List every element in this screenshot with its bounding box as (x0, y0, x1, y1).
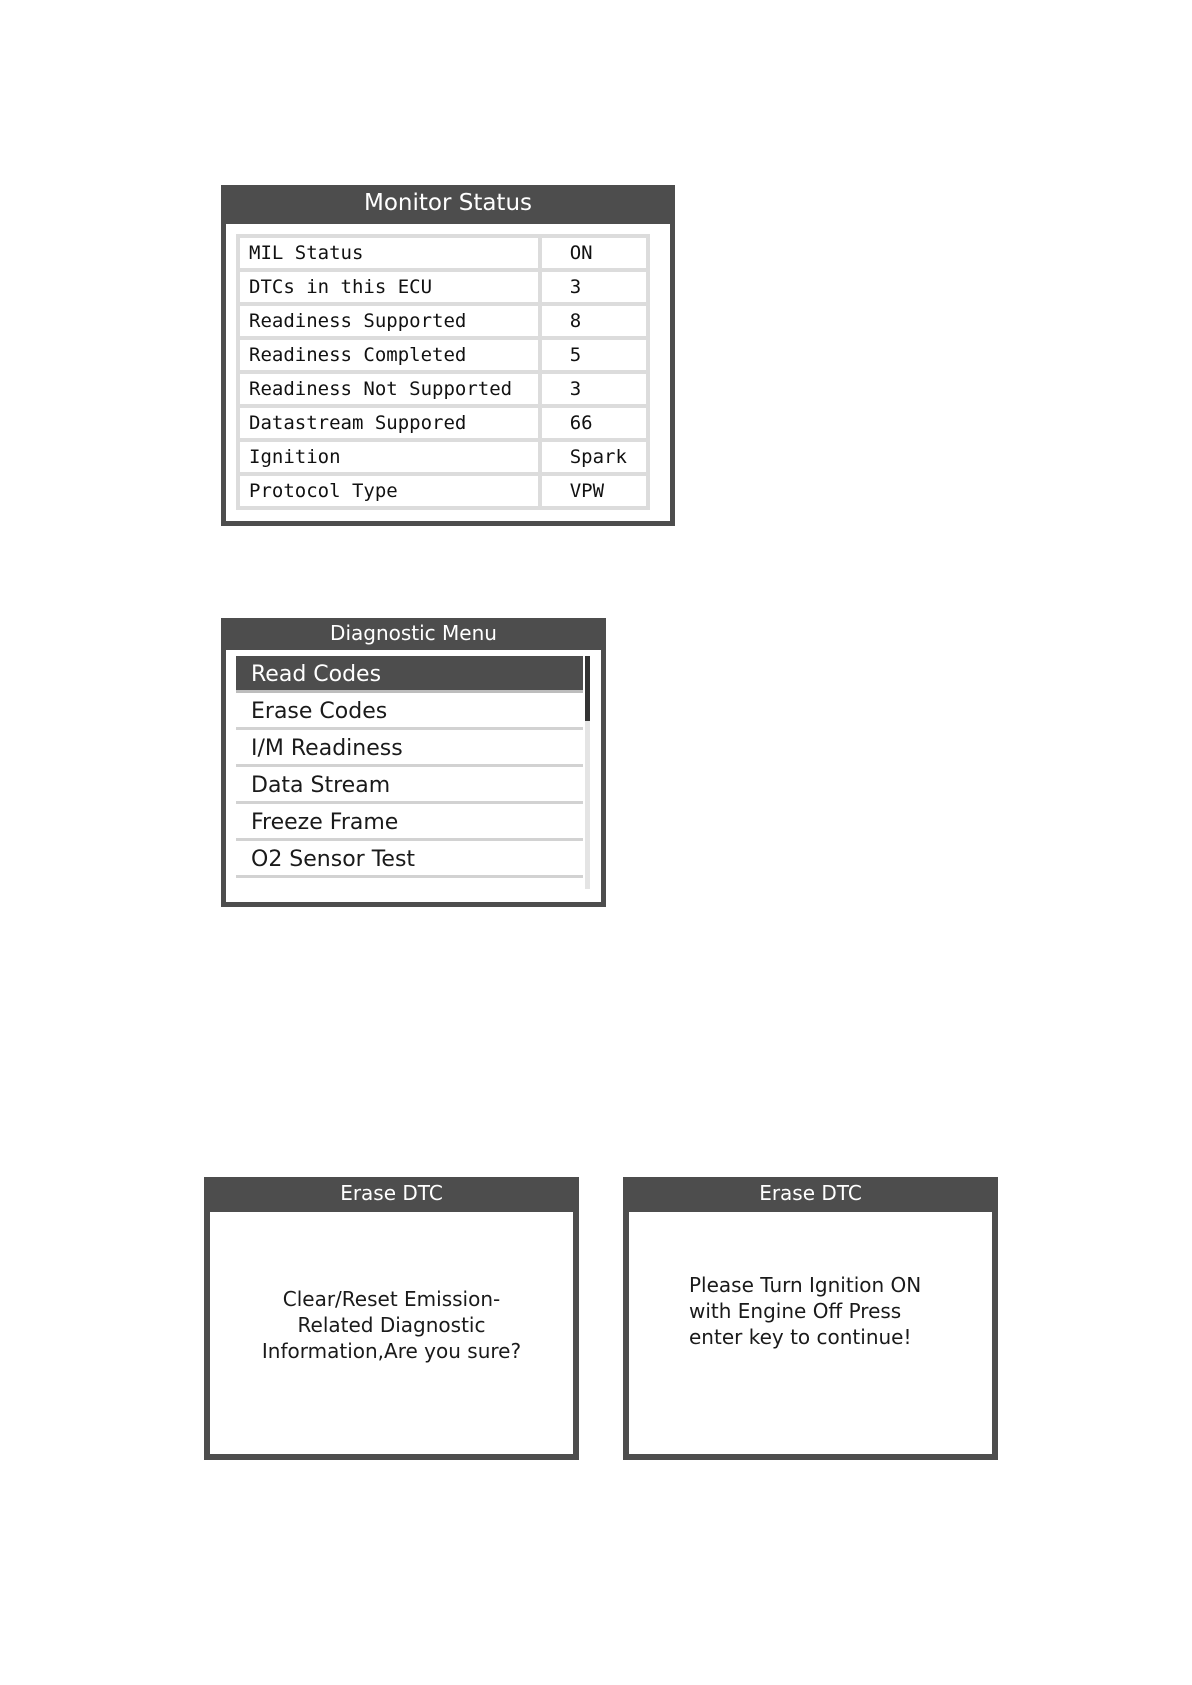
diagnostic-menu-list (236, 656, 583, 878)
table-row (240, 442, 646, 472)
mil-status-value: ON (542, 238, 646, 268)
monitor-status-table (236, 234, 650, 510)
readiness-supported-label: Readiness Supported (240, 306, 538, 336)
protocol-type-label: Protocol Type (240, 476, 538, 506)
menu-scrollbar[interactable] (585, 656, 590, 889)
menu-item-freeze-frame[interactable]: Freeze Frame (236, 804, 583, 841)
table-row (240, 340, 646, 370)
erase-dtc-confirm-title: Erase DTC (340, 1181, 443, 1205)
menu-item-data-stream[interactable]: Data Stream (236, 767, 583, 804)
dtc-count-value: 3 (542, 272, 646, 302)
erase-dtc-ignition-body (629, 1212, 992, 1454)
diagnostic-menu-screen (221, 618, 606, 907)
table-row (240, 272, 646, 302)
ignition-value: Spark (542, 442, 646, 472)
erase-dtc-ignition-message: Please Turn Ignition ON with Engine Off Press enter key to continue! (689, 1273, 922, 1349)
diagnostic-menu-body (226, 650, 601, 902)
readiness-not-supported-value: 3 (542, 374, 646, 404)
datastream-supported-value: 66 (542, 408, 646, 438)
readiness-supported-value: 8 (542, 306, 646, 336)
menu-item-o2-sensor-test[interactable]: O2 Sensor Test (236, 841, 583, 878)
monitor-status-title: Monitor Status (363, 190, 533, 216)
datastream-supported-label: Datastream Suppored (240, 408, 538, 438)
menu-item-im-readiness[interactable]: I/M Readiness (236, 730, 583, 767)
menu-item-read-codes[interactable]: Read Codes (236, 656, 583, 693)
table-row (240, 306, 646, 336)
ignition-label: Ignition (240, 442, 538, 472)
readiness-not-supported-label: Readiness Not Supported (240, 374, 538, 404)
menu-scrollbar-thumb[interactable] (585, 656, 590, 721)
table-row (240, 374, 646, 404)
readiness-completed-value: 5 (542, 340, 646, 370)
erase-dtc-confirm-message: Clear/Reset Emission- Related Diagnostic Information,Are you sure? (261, 1287, 522, 1363)
dtc-count-label: DTCs in this ECU (240, 272, 538, 302)
table-row (240, 238, 646, 268)
erase-dtc-confirm-dialog (204, 1177, 579, 1460)
monitor-status-screen (221, 185, 675, 526)
readiness-completed-label: Readiness Completed (240, 340, 538, 370)
menu-item-erase-codes[interactable]: Erase Codes (236, 693, 583, 730)
monitor-status-body (226, 224, 670, 521)
diagnostic-menu-title: Diagnostic Menu (330, 621, 497, 645)
erase-dtc-ignition-dialog (623, 1177, 998, 1460)
table-row (240, 476, 646, 506)
protocol-type-value: VPW (542, 476, 646, 506)
mil-status-label: MIL Status (240, 238, 538, 268)
erase-dtc-confirm-body (210, 1212, 573, 1454)
erase-dtc-ignition-title: Erase DTC (759, 1181, 862, 1205)
table-row (240, 408, 646, 438)
